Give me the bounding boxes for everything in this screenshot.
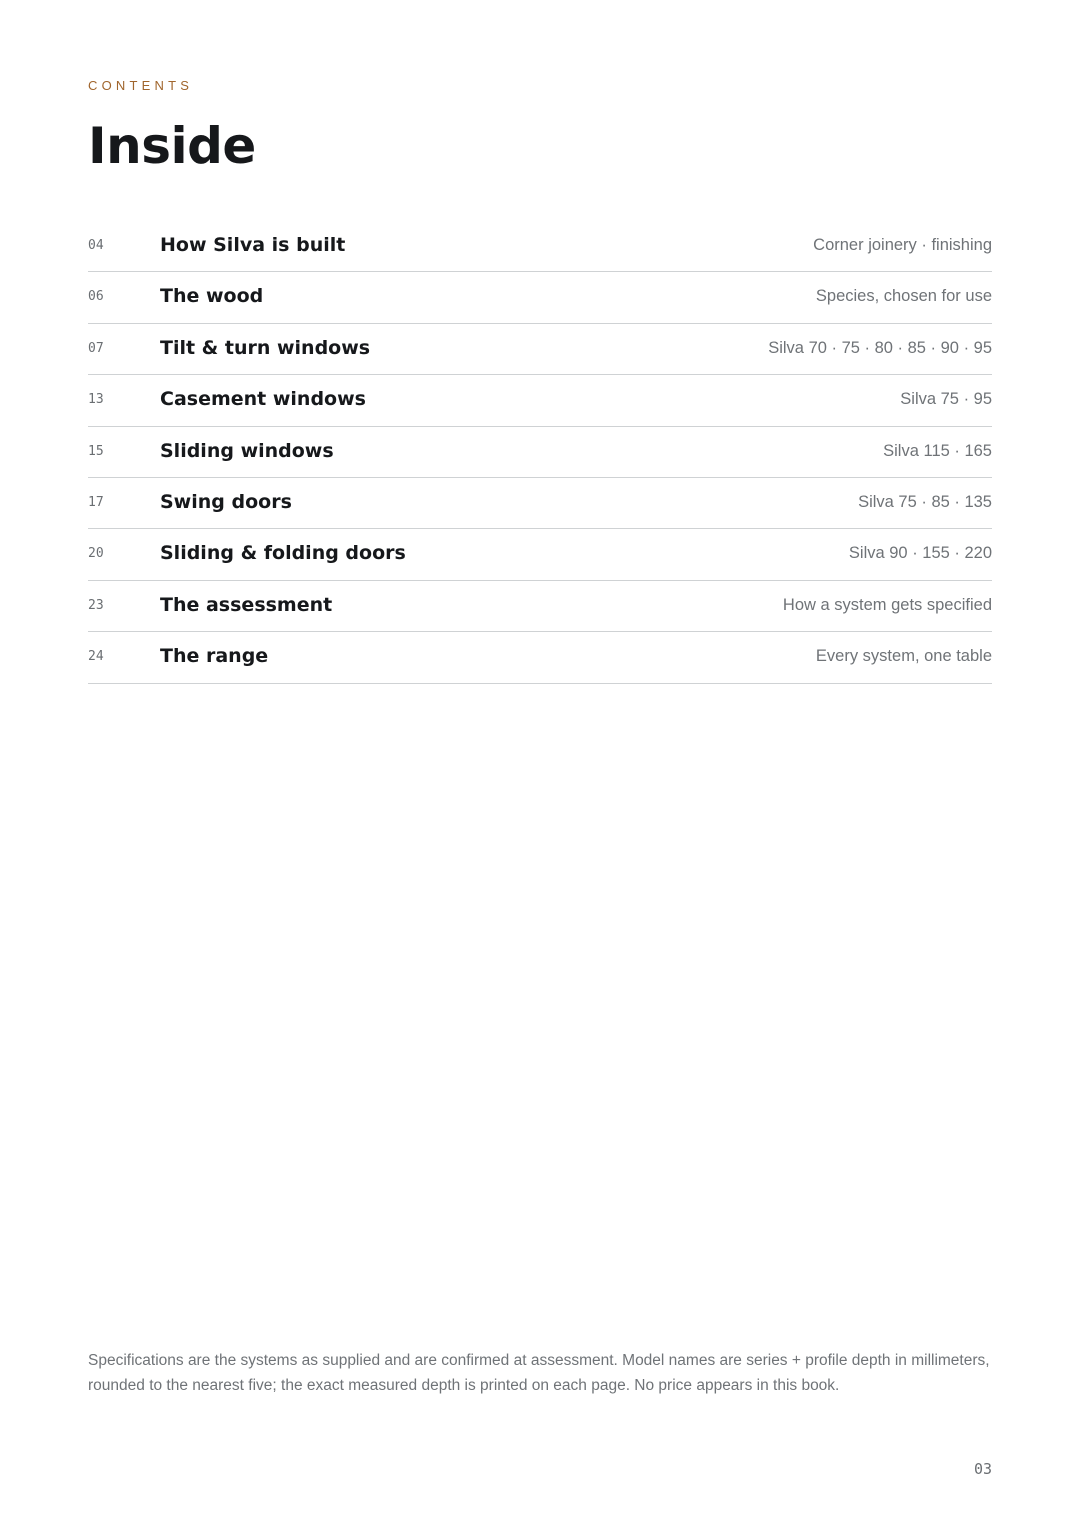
- toc-entry-description: Silva 70 · 75 · 80 · 85 · 90 · 95: [768, 338, 992, 357]
- toc-entry-sliding-windows[interactable]: [88, 427, 992, 478]
- table-of-contents: [88, 221, 992, 684]
- toc-entry-title: Sliding & folding doors: [160, 542, 406, 565]
- toc-page-number: 17: [88, 494, 104, 510]
- toc-entry-description: Silva 90 · 155 · 220: [848, 544, 992, 563]
- toc-entry-title: The wood: [160, 285, 264, 308]
- footnote: Specifications are the systems as supplied and are confirmed at assessment. Model names are series + profile depth in millimeters, rounded to the nearest five; the exact measured depth is printed on each page. No price appears in this book.: [88, 1352, 990, 1394]
- toc-entry-description: Silva 75 · 95: [900, 390, 992, 409]
- toc-page-number: 24: [88, 649, 104, 665]
- toc-entry-the-assessment[interactable]: [88, 581, 992, 632]
- toc-entry-description: Corner joinery · finishing: [813, 236, 992, 254]
- toc-entry-description: Species, chosen for use: [815, 287, 992, 306]
- toc-entry-description: How a system gets specified: [782, 595, 992, 614]
- toc-entry-title: How Silva is built: [160, 234, 346, 256]
- toc-entry-title: Sliding windows: [160, 439, 334, 462]
- toc-entry-sliding-folding-doors[interactable]: [88, 529, 992, 580]
- toc-entry-the-wood[interactable]: [88, 272, 992, 323]
- toc-page-number: 06: [88, 289, 104, 305]
- page-number: 03: [973, 1460, 992, 1478]
- toc-page-number: 20: [88, 546, 104, 562]
- toc-page-number: 13: [88, 392, 104, 408]
- toc-entry-title: The assessment: [160, 593, 333, 616]
- toc-entry-the-range[interactable]: [88, 632, 992, 683]
- toc-entry-how-silva-is-built[interactable]: [88, 221, 992, 272]
- toc-entry-casement-windows[interactable]: [88, 375, 992, 426]
- toc-entry-title: Casement windows: [160, 388, 366, 411]
- eyebrow-label: CONTENTS: [88, 78, 194, 93]
- toc-page-number: 23: [88, 597, 104, 613]
- toc-entry-title: Tilt & turn windows: [160, 336, 371, 359]
- toc-entry-description: Silva 115 · 165: [883, 441, 992, 460]
- toc-entry-title: Swing doors: [160, 490, 292, 513]
- toc-page-number: 15: [88, 443, 104, 459]
- toc-entry-description: Silva 75 · 85 · 135: [858, 492, 992, 511]
- toc-entry-title: The range: [160, 645, 269, 668]
- toc-page-number: 07: [88, 340, 104, 356]
- toc-entry-description: Every system, one table: [815, 647, 992, 666]
- toc-entry-tilt-turn-windows[interactable]: [88, 324, 992, 375]
- toc-entry-swing-doors[interactable]: [88, 478, 992, 529]
- toc-page-number: 04: [88, 238, 104, 253]
- page-title: Inside: [88, 117, 256, 175]
